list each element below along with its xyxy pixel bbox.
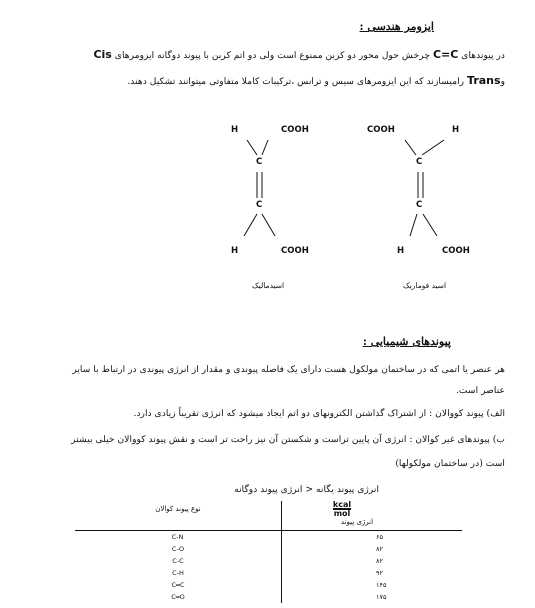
atom-h: H [452, 125, 460, 135]
bond-energy-table [75, 501, 462, 603]
bond-energy-cell: ۸۲ [376, 557, 383, 565]
bond-energy-cell: ۶۵ [376, 533, 383, 541]
paragraph-line: هر عنصر یا اتمی که در ساختمان مولکول هست دارای یک فاصله پیوندی و مقدار از انرژی پیوندی در ارتباط با سایر [72, 364, 505, 375]
table-row [75, 579, 462, 591]
column-header-energy [282, 501, 463, 531]
text-span: در پیوندهای [461, 50, 505, 61]
bond-type-cell: C-C [75, 555, 282, 567]
atom-c: C [256, 200, 263, 210]
atom-cooh: COOH [281, 246, 309, 256]
bond-type-cell: C-O [75, 543, 282, 555]
atom-h: H [397, 246, 405, 256]
bond-energy-cell: ۸۲ [376, 545, 383, 553]
maleic-acid-caption: اسیدمالیک [252, 281, 285, 290]
text-span: رامیسازند که این ایزومرهای سیس و ترانس ،ترکیبات کاملا متفاوتی میتوانند تشکیل دهند. [127, 76, 465, 87]
section-heading-geometric-isomer: ایزومر هندسی : [359, 20, 434, 33]
atom-cooh: COOH [367, 125, 395, 135]
table-row [75, 531, 462, 544]
table-row [75, 555, 462, 567]
energy-comparison: انرژی پیوند یگانه < انرژی پیوند دوگانه [234, 484, 379, 495]
text-span: چرخش حول محور دو کربن ممنوع است ولی دو اتم کربن با پیوند دوگانه ایزومرهای [114, 50, 431, 61]
unit-numerator: kcal [332, 500, 352, 509]
atom-h: H [231, 125, 239, 135]
cis-term: Cis [93, 48, 112, 61]
paragraph-line: عناصر است. [455, 385, 505, 396]
atom-c: C [416, 200, 423, 210]
text-span: و [500, 76, 505, 87]
bond-energy-cell: ۱۴۵ [376, 581, 387, 589]
table-row [75, 543, 462, 555]
energy-header-label: انرژی پیوند [340, 518, 374, 526]
atom-cooh: COOH [281, 125, 309, 135]
paragraph-line: ب) پیوندهای غیر کوالان : انرژی آن پایین تراست و شکستن آن نیز راحت تر است و نقش پیوند کووالان خیلی بیشتر [71, 434, 505, 445]
atom-h: H [231, 246, 239, 256]
trans-term: Trans [467, 74, 501, 87]
paragraph-line: الف) پیوند کووالان : از اشتراک گذاشتن الکترونهای دو اتم ایجاد میشود که انرژی تقریباً زیادی دارد. [133, 408, 505, 419]
table-row [75, 591, 462, 603]
atom-c: C [416, 157, 423, 167]
atom-cooh: COOH [442, 246, 470, 256]
bond-type-cell: C-H [75, 567, 282, 579]
unit-denominator: mol [333, 509, 351, 518]
fumaric-acid-caption: اسید فوماریک [403, 281, 447, 290]
column-header-bond-type: نوع پیوند کوالان [75, 501, 282, 531]
section-heading-chemical-bonds: پیوندهای شیمیایی : [362, 335, 451, 348]
paragraph-line: است (در ساختمان مولکولها) [395, 458, 505, 469]
bond-formula: C=C [432, 48, 459, 61]
atom-c: C [256, 157, 263, 167]
bond-energy-cell: ۹۲ [376, 569, 383, 577]
table-row [75, 567, 462, 579]
unit-fraction [333, 501, 351, 518]
bond-type-cell: C═C [75, 579, 282, 591]
bond-type-cell: C-N [75, 531, 282, 544]
bond-type-cell: C═O [75, 591, 282, 603]
bond-energy-cell: ۱۷۵ [376, 593, 387, 601]
table-header-row [75, 501, 462, 531]
